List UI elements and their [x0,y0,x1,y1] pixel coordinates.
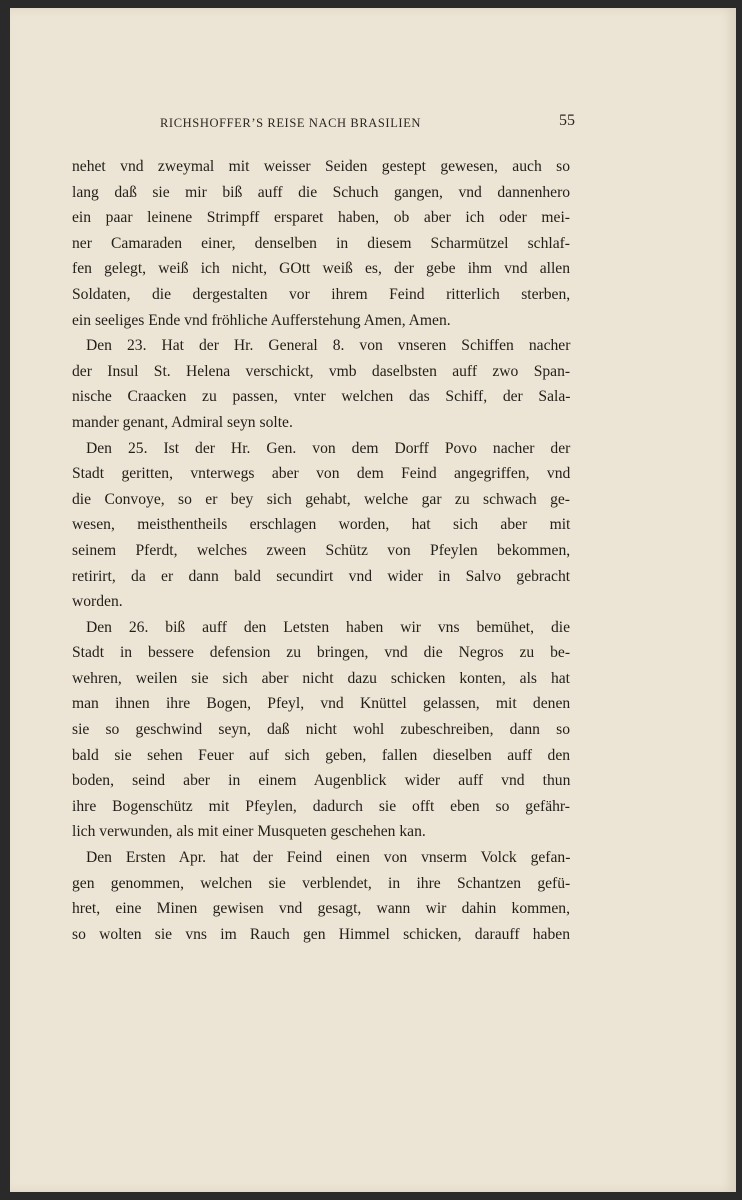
text-line: Soldaten, die dergestalten vor ihrem Feind ritterlich sterben, [72,285,571,303]
running-title: RICHSHOFFER’S REISE NACH BRASILIEN [160,116,422,130]
body-text [72,154,570,947]
text-line: lich verwunden, als mit einer Musqueten geschehen kan. [72,823,426,841]
text-line: man ihnen ihre Bogen, Pfeyl, vnd Knüttel gelassen, mit denen [72,695,571,713]
text-line: Den 26. biß auff den Letsten haben wir vns bemühet, die [86,618,570,636]
text-line: lang daß sie mir biß auff die Schuch gangen, vnd dannenhero [72,183,571,201]
text-line: Den Ersten Apr. hat der Feind einen von vnserm Volck gefan- [86,849,571,867]
text-line: gen genommen, welchen sie verblendet, in ihre Schantzen gefü- [72,874,571,892]
text-line: boden, seind aber in einem Augenblick wider auff vnd thun [72,772,571,790]
text-line: die Convoye, so er bey sich gehabt, welche gar zu schwach ge- [72,490,570,508]
text-line: so wolten sie vns im Rauch gen Himmel schicken, darauff haben [72,925,570,943]
text-line: ner Camaraden einer, denselben in diesem Scharmützel schlaf- [72,234,570,252]
text-line: bald sie sehen Feuer auf sich geben, fallen dieselben auff den [72,746,571,764]
paragraph [72,436,570,615]
text-line: Stadt geritten, vnterwegs aber von dem Feind angegriffen, vnd [72,465,571,483]
paragraph [72,154,570,333]
book-page [10,8,736,1192]
text-line: Den 23. Hat der Hr. General 8. von vnseren Schiffen nacher [86,337,571,355]
text-line: Stadt in bessere defension zu bringen, vnd die Negros zu be- [72,644,571,662]
text-line: sie so geschwind seyn, daß nicht wohl zubeschreiben, dann so [72,721,570,739]
text-line: Den 25. Ist der Hr. Gen. von dem Dorff Povo nacher der [86,439,571,457]
text-line: der Insul St. Helena verschickt, vmb daselbsten auff zwo Span- [72,362,571,380]
text-line: ein seeliges Ende vnd fröhliche Aufferstehung Amen, Amen. [72,311,451,329]
text-line: fen gelegt, weiß ich nicht, GOtt weiß es, der gebe ihm vnd allen [72,260,570,278]
text-line: nehet vnd zweymal mit weisser Seiden gestept gewesen, auch so [72,158,570,175]
paragraph [72,615,570,845]
text-line: nische Craacken zu passen, vnter welchen das Schiff, der Sala- [72,388,571,406]
text-line: mander genant, Admiral seyn solte. [72,413,293,431]
text-line: ihre Bogenschütz mit Pfeylen, dadurch sie offt eben so gefähr- [72,797,570,815]
text-line: seinem Pferdt, welches zween Schütz von Pfeylen bekommen, [72,541,571,559]
page-number: 55 [559,112,575,129]
text-line: ein paar leinene Strimpff ersparet haben, ob aber ich oder mei- [72,209,570,227]
paragraph [72,333,570,435]
text-line: retirirt, da er dann bald secundirt vnd wider in Salvo gebracht [72,567,571,585]
paragraph [72,845,570,947]
text-line: worden. [72,593,123,611]
text-line: wesen, meisthentheils erschlagen worden, hat sich aber mit [72,516,571,534]
text-line: wehren, weilen sie sich aber nicht dazu schicken konten, als hat [72,669,570,687]
text-line: hret, eine Minen gewisen vnd gesagt, wann wir dahin kommen, [72,900,570,918]
